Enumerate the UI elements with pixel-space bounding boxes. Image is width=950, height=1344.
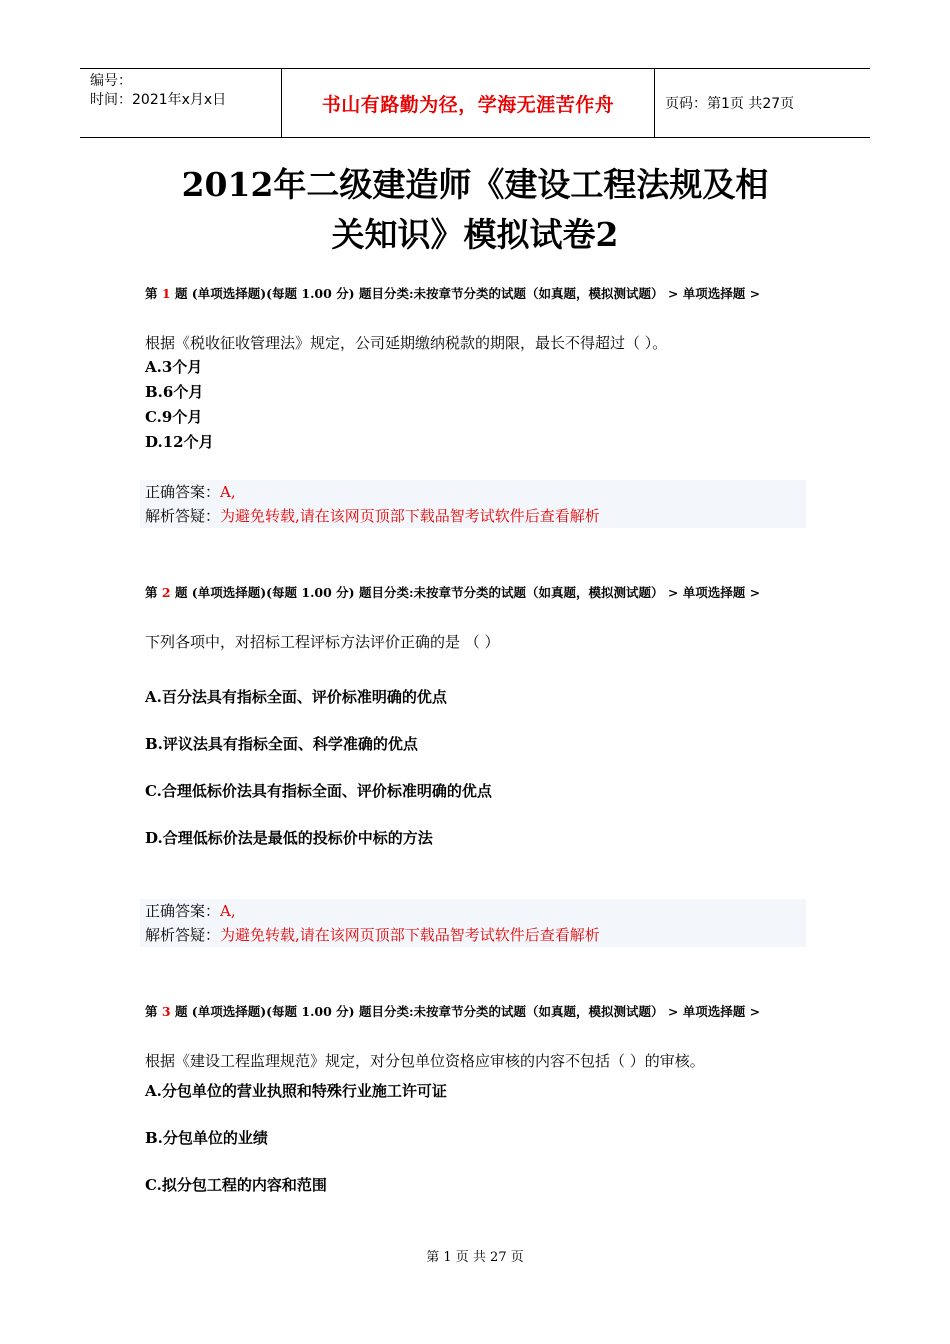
option-b: B.分包单位的业绩: [145, 1129, 268, 1147]
header-page-cell: [655, 69, 870, 137]
answer-value: A,: [220, 483, 236, 501]
question-header: [145, 281, 805, 306]
analysis-label: 解析答疑：: [145, 507, 221, 525]
analysis-text: 为避免转载,请在该网页顶部下载品智考试软件后查看解析: [220, 507, 600, 525]
option-c: C.9个月: [145, 408, 203, 426]
question-number: 2: [161, 585, 171, 600]
header-table: [80, 68, 870, 138]
answer-line: [145, 899, 806, 923]
option-d: D.合理低标价法是最低的投标价中标的方法: [145, 829, 433, 847]
answer-label: 正确答案：: [145, 483, 221, 501]
page-code: 页码：第1页 共27页: [665, 96, 795, 112]
question-stem: 下列各项中，对招标工程评标方法评价正确的是 （ ）: [145, 633, 500, 651]
motto-text: 书山有路勤为径，学海无涯苦作舟: [321, 93, 615, 116]
number-label: 编号：: [90, 73, 132, 89]
page-footer: 第 1 页 共 27 页: [426, 1250, 524, 1265]
analysis-label: 解析答疑：: [145, 926, 221, 944]
question-prefix: 第: [145, 286, 158, 301]
answer-box: [140, 899, 806, 947]
question-header: [145, 580, 805, 605]
analysis-text: 为避免转载,请在该网页顶部下载品智考试软件后查看解析: [220, 926, 600, 944]
answer-line: [145, 480, 806, 504]
question-number: 1: [161, 286, 171, 301]
option-b: B.6个月: [145, 383, 204, 401]
question-header: [145, 999, 805, 1024]
header-meta-cell: [80, 69, 282, 137]
analysis-line: [145, 923, 806, 947]
option-c: C.拟分包工程的内容和范围: [145, 1176, 327, 1194]
answer-value: A,: [220, 902, 236, 920]
option-c: C.合理低标价法具有指标全面、评价标准明确的优点: [145, 782, 492, 800]
answer-label: 正确答案：: [145, 902, 221, 920]
question-header-text: 题 (单项选择题)(每题 1.00 分) 题目分类:未按章节分类的试题（如真题，模拟测试题） > 单项选择题 >: [174, 585, 761, 600]
document-title: [80, 160, 870, 260]
option-a: A.3个月: [145, 358, 203, 376]
question-stem: 根据《税收征收管理法》规定，公司延期缴纳税款的期限，最长不得超过（ ）。: [145, 334, 668, 352]
question-prefix: 第: [145, 1004, 158, 1019]
option-d: D.12个月: [145, 433, 214, 451]
question-number: 3: [161, 1004, 171, 1019]
question-stem: 根据《建设工程监理规范》规定，对分包单位资格应审核的内容不包括（ ）的审核。: [145, 1052, 705, 1070]
time-label: 时间：2021年x月x日: [90, 92, 227, 108]
option-a: A.百分法具有指标全面、评价标准明确的优点: [145, 688, 447, 706]
header-motto-cell: [282, 69, 655, 137]
option-b: B.评议法具有指标全面、科学准确的优点: [145, 735, 418, 753]
analysis-line: [145, 504, 806, 528]
title-line-1: 2012年二级建造师《建设工程法规及相: [181, 165, 769, 204]
question-header-text: 题 (单项选择题)(每题 1.00 分) 题目分类:未按章节分类的试题（如真题，模拟测试题） > 单项选择题 >: [174, 1004, 761, 1019]
question-prefix: 第: [145, 585, 158, 600]
option-a: A.分包单位的营业执照和特殊行业施工许可证: [145, 1082, 447, 1100]
question-header-text: 题 (单项选择题)(每题 1.00 分) 题目分类:未按章节分类的试题（如真题，模拟测试题） > 单项选择题 >: [174, 286, 761, 301]
title-line-2: 关知识》模拟试卷2: [331, 215, 619, 254]
answer-box: [140, 480, 806, 528]
